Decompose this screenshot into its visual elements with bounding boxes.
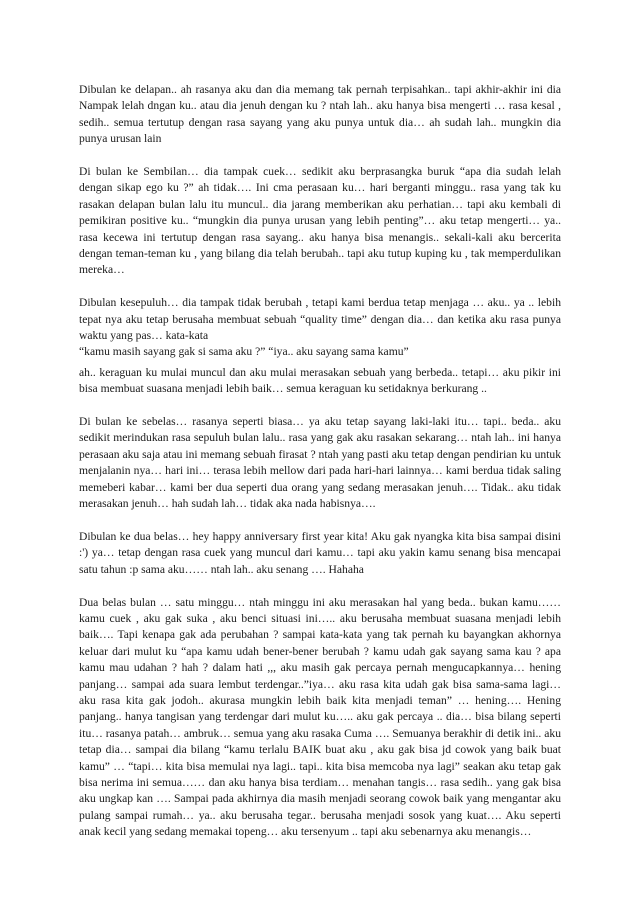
paragraph-month-eight: Dibulan ke delapan.. ah rasanya aku dan dia memang tak pernah terpisahkan.. tapi akhir-akhir ini dia Nampak lelah dngan ku.. atau dia jenuh dengan ku ? ntah lah.. aku hanya bisa mengerti … rasa kesal , sedih.. semua tertutup dengan rasa sayang yang aku punya untuk dia… ah sudah lah.. mungkin dia punya urusan lain	[79, 83, 561, 146]
paragraph-month-ten	[79, 295, 561, 361]
paragraph-month-nine: Di bulan ke Sembilan… dia tampak cuek… sedikit aku berprasangka buruk “apa dia sudah lelah dengan sikap ego ku ?” ah tidak…. Ini cma perasaan ku… hari berganti minggu.. rasa yang tak ku rasakan delapan bulan lalu itu muncul.. dia jarang memberikan aku perhatian… tapi aku kembali di pemikiran positive ku.. “mungkin dia punya urusan yang lebih penting”… aku tetap mengerti… ya.. rasa kecewa ini tertutup dengan rasa sayang.. aku hanya bisa menangis.. sekali-kali aku bercerita dengan teman-teman ku , yang bilang dia telah berubah.. tapi aku tutup kuping ku , tak memperdulikan mereka…	[79, 165, 561, 277]
paragraph-month-eleven: Di bulan ke sebelas… rasanya seperti biasa… ya aku tetap sayang laki-laki itu… tapi.. beda.. aku sedikit merindukan rasa sepuluh bulan lalu.. rasa yang gak aku rasakan sekarang… ntah lah.. ini hanya perasaan aku saja atau ini memang sebuah firasat ? ntah yang pasti aku tetap dengan pendirian ku untuk menjalanin nya… hari ini… terasa lebih mellow dari pada hari-hari lainnya… kami berdua tidak saling memeberi kabar… kami ber dua seperti dua orang yang sedang merasakan jenuh…. Tidak.. aku tidak merasakan jenuh… hah sudah lah… tidak aka nada habisnya….	[79, 415, 561, 511]
paragraph-month-ten-line: Dibulan kesepuluh… dia tampak tidak berubah , tetapi kami berdua tetap menjaga … aku.. ya .. lebih tepat nya aku tetap berusaha membuat sebuah “quality time” dengan dia… dan ketika aku rasa punya waktu yang pas… kata-kata	[79, 296, 561, 343]
document-body	[79, 82, 561, 857]
paragraph-month-ten-quote: “kamu masih sayang gak si sama aku ?” “iya.. aku sayang sama kamu”	[79, 345, 409, 359]
paragraph-month-twelve: Dibulan ke dua belas… hey happy anniversary first year kita! Aku gak nyangka kita bisa sampai disini :') ya… tetap dengan rasa cuek yang muncul dari kamu… tapi aku yakin kamu senang bisa mencapai satu tahun :p sama aku…… ntah lah.. aku senang …. Hahaha	[79, 529, 561, 576]
paragraph-doubt: ah.. keraguan ku mulai muncul dan aku mulai merasakan sebuah yang berbeda.. tetapi… aku pikir ini bisa membuat suasana menjadi lebih baik… semua keraguan ku setidaknya berkurang ..	[79, 365, 561, 396]
paragraph-twelve-months-one-week: Dua belas bulan … satu minggu… ntah minggu ini aku merasakan hal yang beda.. bukan kamu…… kamu cuek , aku gak suka , aku benci situasi ini….. aku berusaha membuat suasana menjadi lebih baik…. Tapi kenapa gak ada perubahan ? sampai kata-kata yang tak pernah ku bayangkan akhornya keluar dari mulut ku “apa kamu udah bener-bener berubah ? kamu udah gak sayang sama kau ? apa kamu mau udahan ? hah ? dalam hati ,,, aku masih gak percaya pernah mengucapkannya… hening panjang… sampai ada suara lembut terdengar..”iya… aku rasa kita udah gak bisa sama-sama lagi… aku rasa kita gak jodoh.. akurasa mungkin lebih baik kita menjadi teman” … hening…. Hening panjang.. hanya tangisan yang terdengar dari mulut ku….. aku gak percaya .. dia… bisa bilang seperti itu… rasanya patah… ambruk… semua yang aku rasaka Cuma …. Semuanya berakhir di detik ini.. aku tetap dia… sampai dia bilang “kamu terlalu BAIK buat aku , aku gak bisa jd cowok yang baik buat kamu” … “tapi… kita bisa memulai nya lagi.. tapi.. kita bisa memcoba nya lagi” seakan aku tetap gak bisa nerima ini semua…… dan aku hanya bisa terdiam… menahan tangis… rasa sedih.. yang gak bisa aku ungkap kan …. Sampai pada akhirnya dia masih menjadi seorang cowok baik yang mengantar aku pulang sampai rumah… ya.. aku berusaha tegar.. berusaha menjadi sosok yang kuat…. Aku seperti anak kecil yang sedang memakai topeng… aku tersenyum .. tapi aku sebenarnya aku menangis…	[79, 595, 561, 839]
